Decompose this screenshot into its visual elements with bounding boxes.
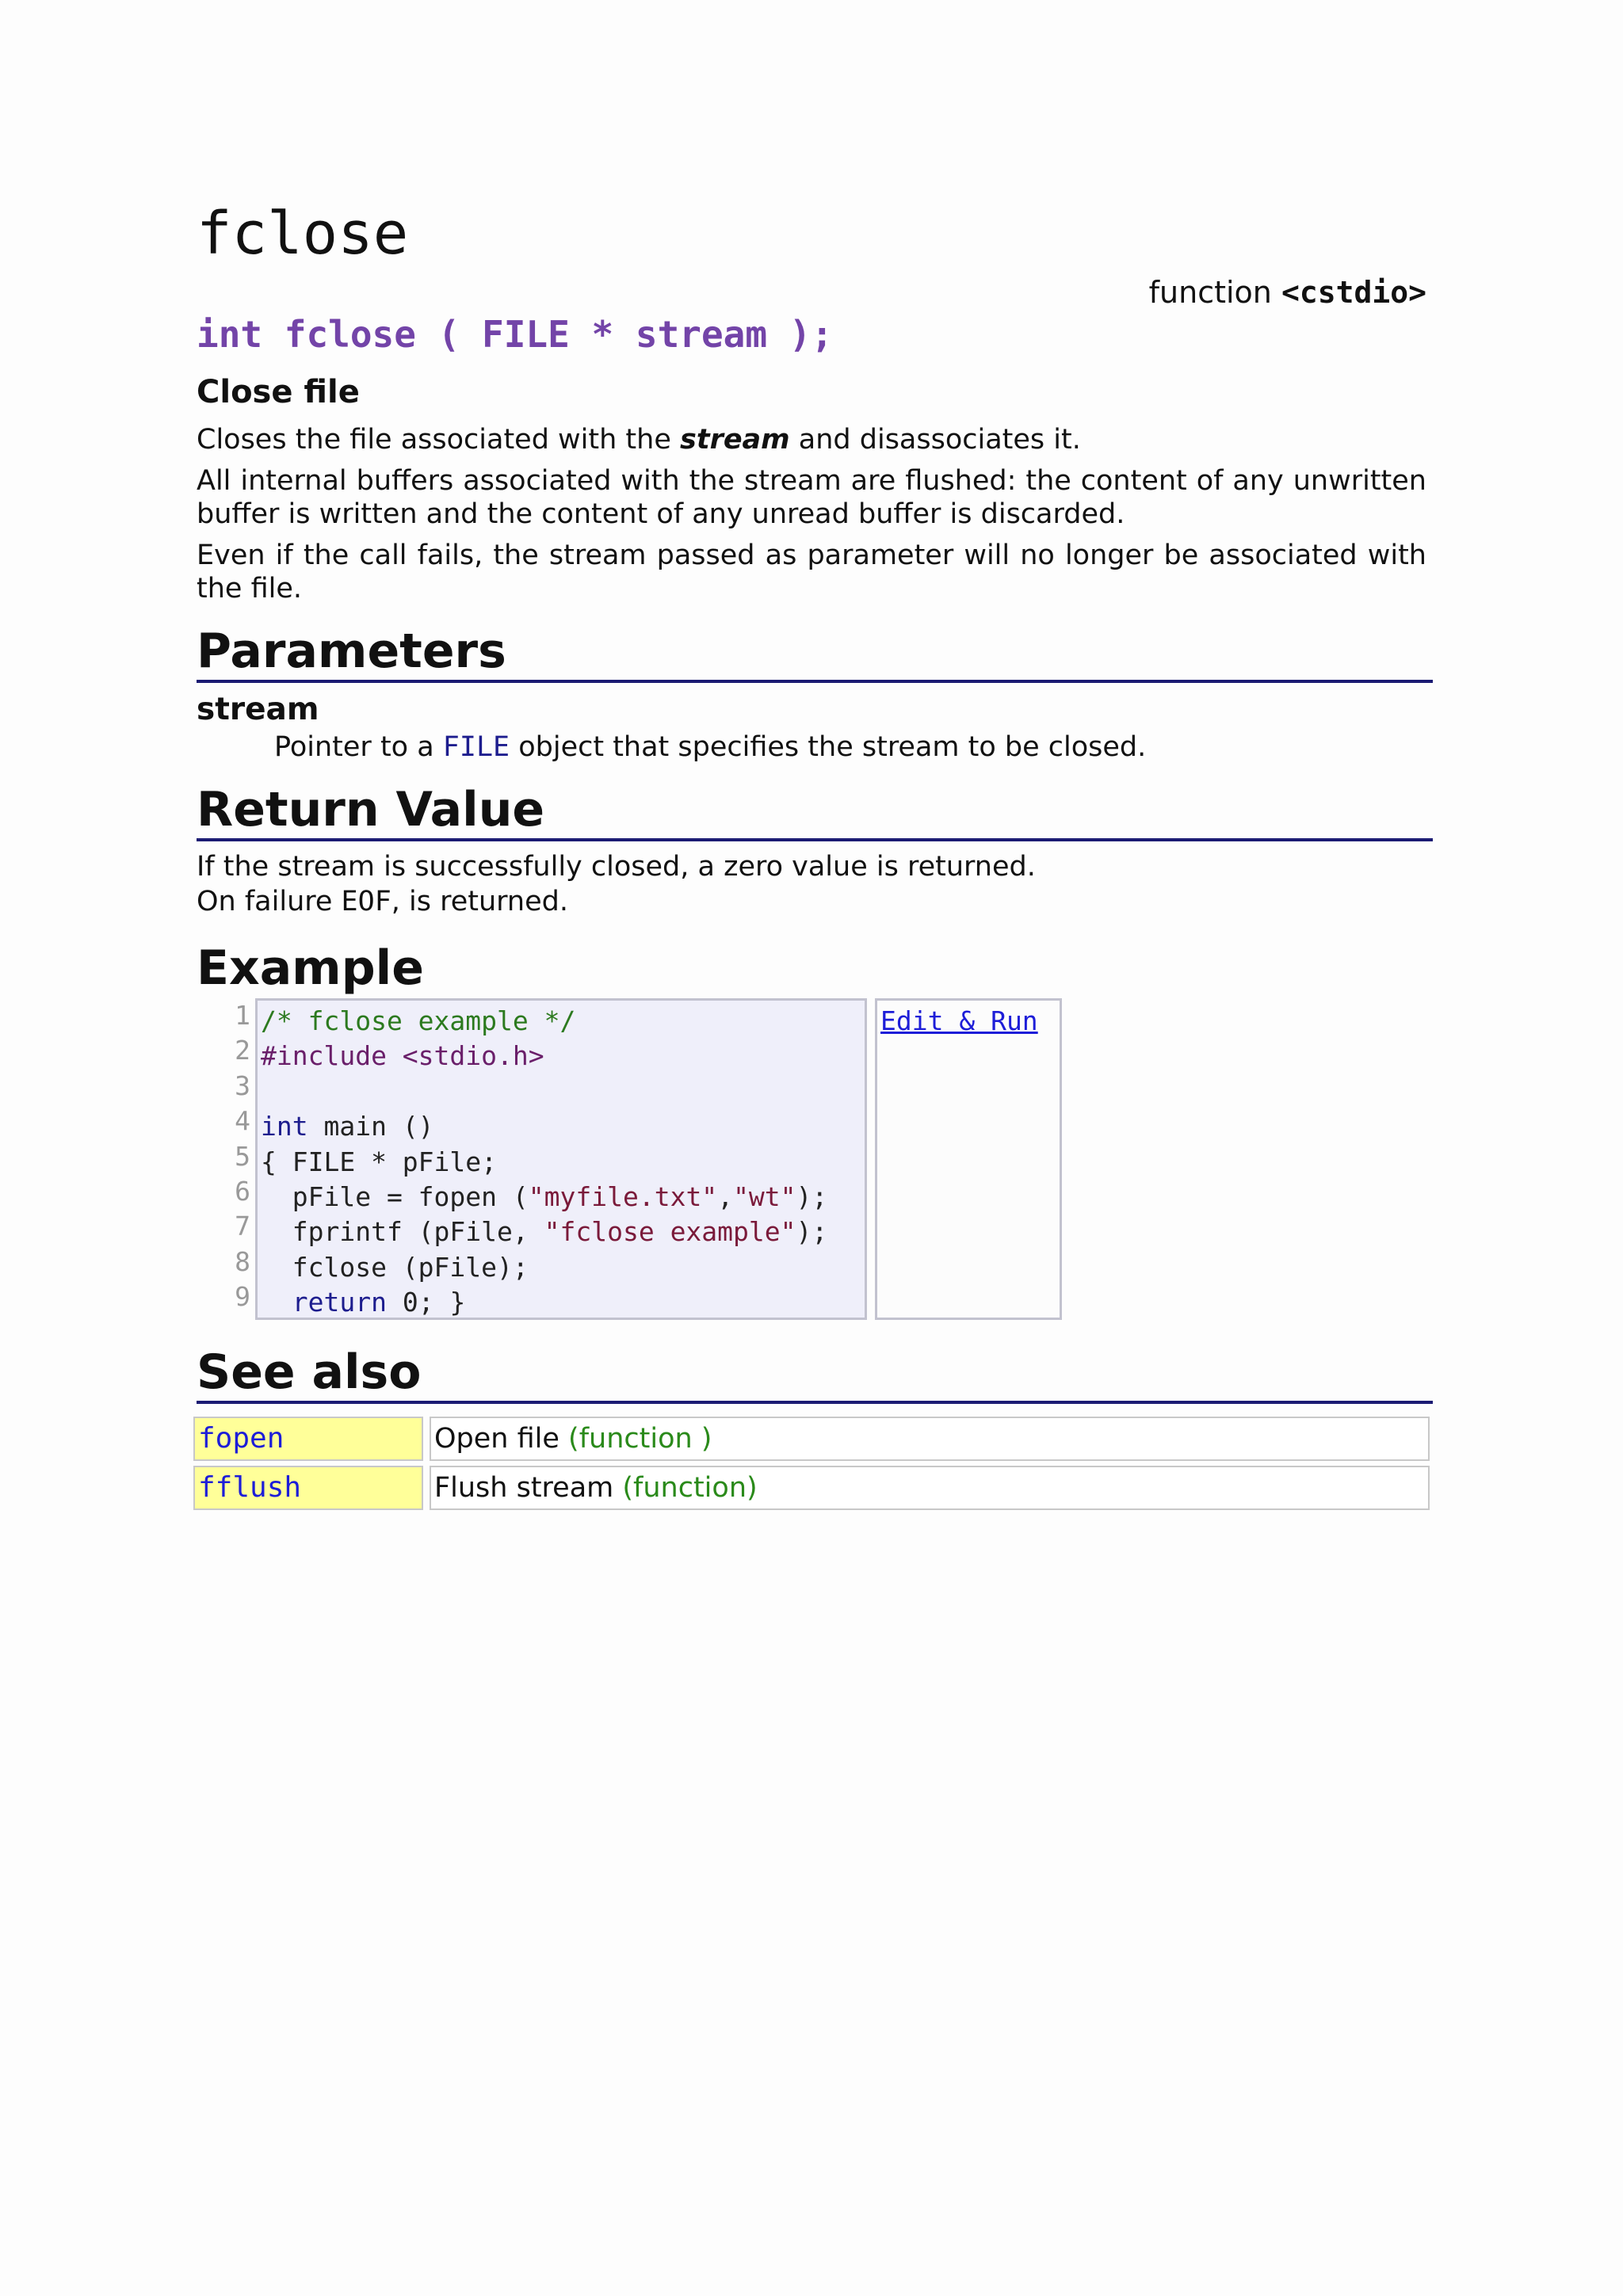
- return-line-2: On failure EOF, is returned.: [197, 886, 568, 917]
- see-also-row: [193, 1466, 1430, 1512]
- see-also-link-fflush[interactable]: fflush: [193, 1466, 423, 1510]
- description-paragraph-2: All internal buffers associated with the stream are flushed: the content of any unwritten buffer is written and the content of any unread buffer is discarded.: [197, 465, 1426, 530]
- parameter-name: stream: [197, 692, 319, 727]
- page-title: fclose: [197, 200, 409, 268]
- see-also-kind: (function ): [568, 1423, 712, 1455]
- code-block[interactable]: [255, 998, 867, 1320]
- see-also-description: Open file (function ): [430, 1417, 1430, 1461]
- see-also-description: Flush stream (function): [430, 1466, 1430, 1510]
- line-numbers: 1 2 3 4 5 6 7 8 9: [235, 1000, 250, 1313]
- see-also-table: [193, 1417, 1430, 1515]
- description-paragraph-1: Closes the file associated with the stream and disassociates it.: [197, 424, 1081, 456]
- code-line: pFile = fopen ("myfile.txt","wt");: [261, 1181, 828, 1213]
- code-line: /* fclose example */: [261, 1005, 576, 1036]
- kind-prefix: function: [1148, 275, 1281, 310]
- parameters-heading: Parameters: [197, 623, 1433, 683]
- edit-and-run-link[interactable]: Edit & Run: [880, 1005, 1038, 1036]
- stream-emphasis: stream: [680, 424, 790, 456]
- code-line: [261, 1074, 861, 1109]
- function-prototype: int fclose ( FILE * stream );: [197, 313, 834, 356]
- function-kind-label: [1149, 274, 1426, 311]
- see-also-heading: See also: [197, 1344, 1433, 1404]
- eof-code: EOF: [341, 886, 391, 917]
- parameter-description: Pointer to a FILE object that specifies the stream to be closed.: [274, 731, 1147, 763]
- see-also-kind: (function): [622, 1472, 758, 1504]
- code-line: int main (): [261, 1111, 434, 1142]
- code-line: fprintf (pFile, "fclose example");: [261, 1216, 828, 1248]
- run-panel: [875, 998, 1062, 1320]
- code-line: { FILE * pFile;: [261, 1146, 498, 1177]
- description: [197, 423, 1426, 613]
- description-paragraph-3: Even if the call fails, the stream passed as parameter will no longer be associated with the file.: [197, 540, 1426, 605]
- file-type: FILE: [442, 731, 510, 763]
- return-line-1: If the stream is successfully closed, a zero value is returned.: [197, 851, 1036, 883]
- code-line: fclose (pFile);: [261, 1251, 529, 1283]
- code-line: #include <stdio.h>: [261, 1040, 544, 1072]
- return-value-heading: Return Value: [197, 781, 1433, 841]
- header-name: <cstdio>: [1281, 275, 1426, 310]
- function-summary: Close file: [197, 374, 360, 410]
- see-also-row: [193, 1417, 1430, 1463]
- code-line: return 0; }: [292, 1287, 466, 1318]
- return-value-text: [197, 849, 1036, 919]
- see-also-link-fopen[interactable]: fopen: [193, 1417, 423, 1461]
- example-heading: Example: [197, 940, 424, 996]
